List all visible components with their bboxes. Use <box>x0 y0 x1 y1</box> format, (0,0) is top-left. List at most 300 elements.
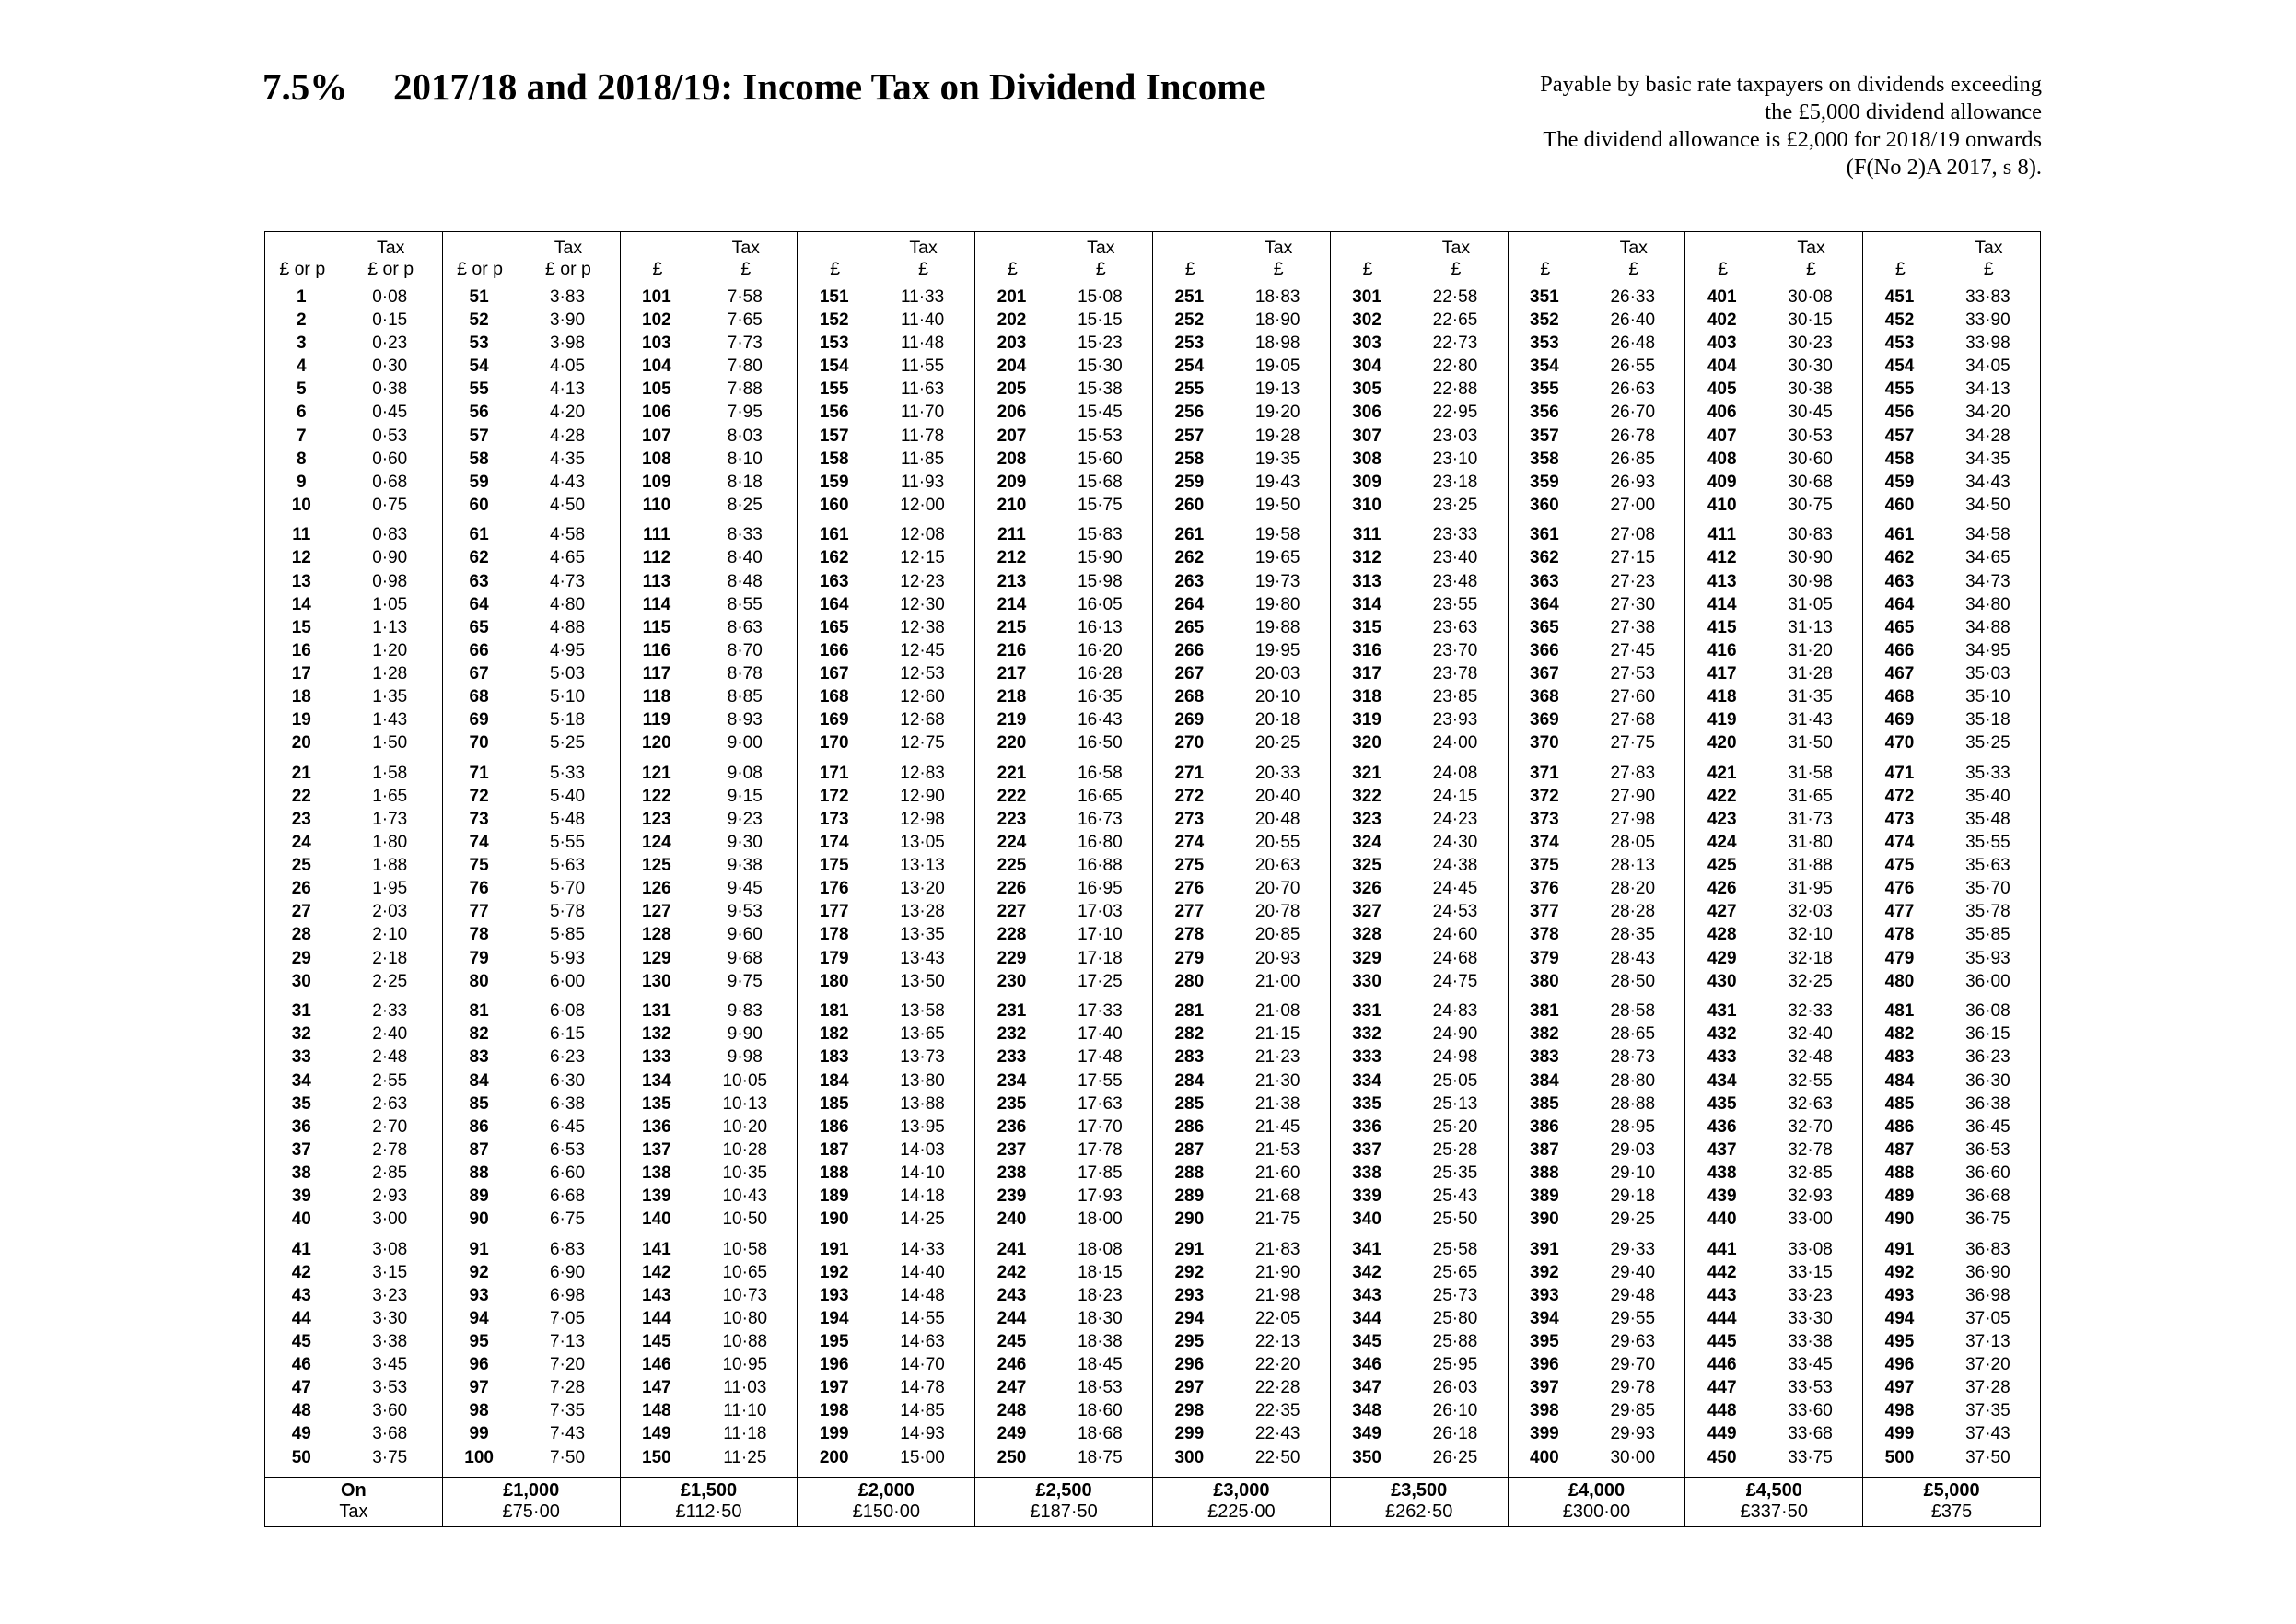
dividend-amount: 476 <box>1884 879 1915 899</box>
row-group <box>975 1238 1152 1469</box>
dividend-amount: 246 <box>996 1355 1027 1375</box>
tax-amount: 18·68 <box>1078 1424 1123 1444</box>
dividend-amount: 320 <box>1352 733 1381 754</box>
dividend-amount: 80 <box>469 971 489 991</box>
table-row <box>265 494 442 517</box>
tax-amount: 35·40 <box>1965 786 2010 806</box>
tax-amount: 23·10 <box>1432 449 1478 469</box>
tax-amount: 22·35 <box>1254 1401 1300 1421</box>
tax-amount: 15·08 <box>1078 286 1123 307</box>
dividend-amount: 283 <box>1174 1047 1205 1068</box>
block-header <box>1509 232 1685 286</box>
dividend-amount: 342 <box>1352 1262 1381 1282</box>
tax-amount: 24·23 <box>1432 810 1478 830</box>
table-row <box>1153 471 1330 494</box>
table-row <box>621 1023 798 1046</box>
table-row <box>265 1261 442 1284</box>
tax-amount: 5·48 <box>549 810 586 830</box>
table-row <box>798 547 974 570</box>
dividend-amount: 415 <box>1707 617 1737 637</box>
dividend-amount: 226 <box>996 879 1027 899</box>
tax-amount: 27·08 <box>1610 525 1656 545</box>
table-row <box>443 1185 620 1208</box>
dividend-amount: 379 <box>1530 948 1559 968</box>
dividend-amount: 444 <box>1707 1308 1737 1328</box>
dividend-amount: 446 <box>1707 1355 1737 1375</box>
table-row <box>1863 924 2040 947</box>
table-row <box>1331 593 1508 616</box>
row-group <box>1509 524 1685 755</box>
dividend-amount: 182 <box>819 1024 849 1045</box>
dividend-amount: 495 <box>1884 1332 1915 1352</box>
table-row <box>1863 1000 2040 1023</box>
block-footer <box>975 1477 1152 1526</box>
tax-amount: 31·88 <box>1788 856 1833 876</box>
dividend-amount: 290 <box>1174 1209 1205 1230</box>
table-row <box>1331 1092 1508 1116</box>
dividend-amount: 127 <box>642 902 671 922</box>
tax-amount: 33·15 <box>1788 1262 1833 1282</box>
dividend-amount: 113 <box>642 571 671 591</box>
dividend-amount: 102 <box>642 310 671 331</box>
table-row <box>975 901 1152 924</box>
dividend-amount: 470 <box>1884 733 1915 754</box>
table-row <box>1331 333 1508 356</box>
table-row <box>1685 1069 1862 1092</box>
dividend-amount: 33 <box>291 1047 311 1068</box>
dividend-amount: 366 <box>1530 640 1559 660</box>
dividend-amount: 73 <box>469 810 489 830</box>
table-row <box>798 1423 974 1446</box>
note-line: The dividend allowance is £2,000 for 2018/19 onwards <box>1543 127 2042 152</box>
tax-amount: 30·23 <box>1788 333 1833 354</box>
table-row <box>443 662 620 685</box>
table-row <box>798 901 974 924</box>
dividend-amount: 32 <box>291 1024 311 1045</box>
table-row <box>443 402 620 425</box>
footer-tax: £225·00 <box>1207 1501 1276 1523</box>
dividend-amount: 245 <box>996 1332 1027 1352</box>
table-row <box>1863 593 2040 616</box>
tax-amount: 11·10 <box>723 1401 767 1421</box>
tax-amount: 14·70 <box>900 1355 945 1375</box>
block-footer <box>265 1477 442 1526</box>
table-row <box>1509 1209 1685 1232</box>
table-row <box>1153 901 1330 924</box>
tax-amount: 27·45 <box>1610 640 1656 660</box>
block-rows <box>621 286 798 1476</box>
table-row <box>1153 855 1330 878</box>
dividend-amount: 462 <box>1884 548 1915 568</box>
tax-amount: 4·43 <box>549 472 586 492</box>
dividend-amount: 328 <box>1352 925 1381 945</box>
tax-amount: 7·35 <box>549 1401 586 1421</box>
tax-amount: 13·50 <box>900 971 945 991</box>
table-row <box>443 425 620 448</box>
tax-amount: 23·18 <box>1432 472 1478 492</box>
table-row <box>1153 732 1330 755</box>
block-rows <box>1153 286 1330 1476</box>
tax-amount: 6·98 <box>549 1285 586 1305</box>
table-row <box>1863 762 2040 785</box>
tax-amount: 10·80 <box>722 1308 768 1328</box>
tax-amount: 12·45 <box>900 640 945 660</box>
table-row <box>975 947 1152 970</box>
tax-amount: 13·80 <box>900 1070 945 1091</box>
dividend-amount: 128 <box>642 925 671 945</box>
tax-amount: 10·13 <box>722 1093 768 1114</box>
tax-amount: 12·90 <box>900 786 945 806</box>
tax-amount: 19·20 <box>1254 403 1300 423</box>
dividend-amount: 125 <box>642 856 671 876</box>
tax-amount: 32·40 <box>1788 1024 1833 1045</box>
table-row <box>798 286 974 309</box>
table-row <box>443 570 620 593</box>
tax-amount: 16·80 <box>1078 833 1123 853</box>
table-row <box>1509 947 1685 970</box>
tax-amount: 1·88 <box>372 856 408 876</box>
dividend-amount: 265 <box>1174 617 1205 637</box>
tax-amount: 8·63 <box>727 617 763 637</box>
table-row <box>621 471 798 494</box>
tax-amount: 33·68 <box>1788 1424 1833 1444</box>
dividend-amount: 489 <box>1884 1186 1915 1207</box>
table-row <box>798 524 974 547</box>
dividend-amount: 78 <box>469 925 489 945</box>
dividend-amount: 231 <box>996 1001 1027 1022</box>
table-row <box>1153 832 1330 855</box>
row-group <box>1509 1238 1685 1469</box>
tax-amount: 6·53 <box>549 1139 586 1160</box>
table-row <box>621 1307 798 1330</box>
table-row <box>1685 494 1862 517</box>
tax-amount: 28·05 <box>1610 833 1656 853</box>
tax-amount: 23·33 <box>1432 525 1478 545</box>
tax-amount: 32·78 <box>1788 1139 1833 1160</box>
table-row <box>265 379 442 402</box>
table-row <box>1331 547 1508 570</box>
table-row <box>443 1023 620 1046</box>
dividend-amount: 60 <box>469 495 489 515</box>
table-row <box>265 762 442 785</box>
tax-amount: 1·58 <box>372 763 408 783</box>
table-row <box>1509 1307 1685 1330</box>
dividend-amount: 419 <box>1707 710 1737 730</box>
table-row <box>1509 471 1685 494</box>
table-row <box>975 494 1152 517</box>
tax-amount: 2·18 <box>372 948 408 968</box>
row-group <box>975 524 1152 755</box>
dividend-amount: 7 <box>297 426 307 446</box>
table-row <box>621 878 798 901</box>
dividend-amount: 253 <box>1174 333 1205 354</box>
tax-amount: 11·03 <box>723 1378 767 1398</box>
dividend-amount: 178 <box>819 925 849 945</box>
tax-amount: 14·48 <box>900 1285 945 1305</box>
tax-amount: 16·58 <box>1078 763 1123 783</box>
dividend-amount: 432 <box>1707 1024 1737 1045</box>
tax-label: Tax <box>909 238 938 259</box>
tax-amount: 5·25 <box>549 733 586 754</box>
tax-amount: 5·78 <box>549 902 586 922</box>
dividend-amount: 369 <box>1530 710 1559 730</box>
table-row <box>798 832 974 855</box>
tax-amount: 18·23 <box>1078 1285 1123 1305</box>
tax-amount: 24·30 <box>1432 833 1478 853</box>
table-row <box>621 448 798 471</box>
tax-amount: 20·85 <box>1254 925 1300 945</box>
table-row <box>443 1000 620 1023</box>
table-row <box>265 310 442 333</box>
tax-amount: 3·45 <box>372 1355 408 1375</box>
dividend-amount: 295 <box>1174 1332 1205 1352</box>
dividend-amount: 164 <box>819 594 849 614</box>
dividend-amount: 92 <box>469 1262 489 1282</box>
dividend-amount: 299 <box>1174 1424 1205 1444</box>
tax-amount: 27·98 <box>1610 810 1656 830</box>
footer-amount: £2,500 <box>1035 1480 1092 1501</box>
dividend-amount: 114 <box>642 594 671 614</box>
tax-amount: 7·95 <box>727 403 763 423</box>
table-row <box>621 1446 798 1469</box>
dividend-amount: 85 <box>469 1093 489 1114</box>
tax-label: Tax <box>1797 238 1825 259</box>
tax-amount: 33·83 <box>1965 286 2010 307</box>
row-group <box>621 524 798 755</box>
footer-amount: £1,000 <box>503 1480 560 1501</box>
dividend-amount: 380 <box>1530 971 1559 991</box>
dividend-amount: 143 <box>642 1285 671 1305</box>
dividend-amount: 350 <box>1352 1447 1381 1467</box>
dividend-amount: 478 <box>1884 925 1915 945</box>
row-group <box>1685 1238 1862 1469</box>
dividend-amount: 459 <box>1884 472 1915 492</box>
tax-amount: 0·98 <box>372 571 408 591</box>
footer-amount: £4,500 <box>1745 1480 1802 1501</box>
dividend-amount: 395 <box>1530 1332 1559 1352</box>
table-row <box>1685 1423 1862 1446</box>
dividend-amount: 386 <box>1530 1116 1559 1137</box>
table-row <box>975 310 1152 333</box>
table-row <box>975 356 1152 379</box>
dividend-amount: 132 <box>642 1024 671 1045</box>
tax-amount: 13·05 <box>900 833 945 853</box>
tax-amount: 11·25 <box>723 1447 767 1467</box>
row-group <box>1685 1000 1862 1232</box>
row-group <box>621 1238 798 1469</box>
dividend-amount: 288 <box>1174 1163 1205 1183</box>
table-row <box>443 448 620 471</box>
tax-amount: 3·08 <box>372 1239 408 1259</box>
table-row <box>798 1046 974 1069</box>
tax-amount: 12·30 <box>900 594 945 614</box>
tax-amount: 6·60 <box>549 1163 586 1183</box>
table-row <box>1153 1023 1330 1046</box>
dividend-amount: 393 <box>1530 1285 1559 1305</box>
tax-amount: 18·75 <box>1078 1447 1123 1467</box>
dividend-amount: 8 <box>297 449 307 469</box>
dividend-amount: 280 <box>1174 971 1205 991</box>
dividend-amount: 142 <box>642 1262 671 1282</box>
dividend-amount: 86 <box>469 1116 489 1137</box>
table-block <box>1862 232 2040 1526</box>
block-rows <box>1509 286 1685 1476</box>
dividend-amount: 491 <box>1884 1239 1915 1259</box>
dividend-amount: 161 <box>819 525 849 545</box>
amount-unit: £ <box>1008 259 1018 280</box>
tax-amount: 8·70 <box>727 640 763 660</box>
table-row <box>1685 924 1862 947</box>
table-row <box>1863 1446 2040 1469</box>
tax-amount: 12·23 <box>900 571 945 591</box>
dividend-amount: 248 <box>996 1401 1027 1421</box>
dividend-amount: 62 <box>469 548 489 568</box>
dividend-amount: 481 <box>1884 1001 1915 1022</box>
dividend-amount: 234 <box>996 1070 1027 1091</box>
tax-label: Tax <box>1441 238 1471 259</box>
table-row <box>798 616 974 639</box>
tax-amount: 11·85 <box>901 449 945 469</box>
tax-amount: 20·25 <box>1254 733 1300 754</box>
dividend-amount: 258 <box>1174 449 1205 469</box>
table-row <box>798 1446 974 1469</box>
tax-amount: 35·63 <box>1965 856 2010 876</box>
block-footer <box>443 1477 620 1526</box>
dividend-amount: 216 <box>996 640 1027 660</box>
dividend-amount: 278 <box>1174 925 1205 945</box>
table-row <box>798 1116 974 1139</box>
tax-amount: 8·93 <box>727 710 763 730</box>
table-row <box>1863 356 2040 379</box>
dividend-amount: 322 <box>1352 786 1381 806</box>
block-header <box>798 232 974 286</box>
tax-amount: 25·88 <box>1432 1332 1478 1352</box>
dividend-amount: 120 <box>642 733 671 754</box>
dividend-amount: 343 <box>1352 1285 1381 1305</box>
tax-amount: 1·73 <box>372 810 408 830</box>
table-row <box>265 924 442 947</box>
table-row <box>975 1209 1152 1232</box>
tax-amount: 6·00 <box>549 971 586 991</box>
dividend-amount: 352 <box>1530 310 1559 331</box>
dividend-amount: 310 <box>1352 495 1381 515</box>
dividend-amount: 461 <box>1884 525 1915 545</box>
tax-amount: 22·95 <box>1432 403 1478 423</box>
table-row <box>265 1139 442 1162</box>
tax-amount: 29·03 <box>1610 1139 1656 1160</box>
dividend-amount: 76 <box>469 879 489 899</box>
tax-amount: 35·33 <box>1965 763 2010 783</box>
table-row <box>1509 310 1685 333</box>
tax-header <box>517 237 619 286</box>
tax-amount: 0·53 <box>372 426 408 446</box>
table-row <box>1331 832 1508 855</box>
table-row <box>1153 878 1330 901</box>
table-row <box>265 639 442 662</box>
table-row <box>1685 901 1862 924</box>
tax-amount: 18·98 <box>1254 333 1300 354</box>
dividend-amount: 168 <box>819 687 849 707</box>
table-row <box>1331 1261 1508 1284</box>
amount-unit: £ or p <box>457 259 503 280</box>
dividend-amount: 306 <box>1352 403 1381 423</box>
table-row <box>443 616 620 639</box>
table-row <box>1509 494 1685 517</box>
dividend-amount: 175 <box>819 856 849 876</box>
table-row <box>798 402 974 425</box>
table-row <box>443 732 620 755</box>
dividend-amount: 206 <box>996 403 1027 423</box>
tax-amount: 9·68 <box>727 948 763 968</box>
dividend-amount: 227 <box>996 902 1027 922</box>
dividend-amount: 333 <box>1352 1047 1381 1068</box>
table-row <box>443 855 620 878</box>
row-group <box>975 762 1152 993</box>
tax-amount: 25·05 <box>1432 1070 1478 1091</box>
dividend-amount: 276 <box>1174 879 1205 899</box>
dividend-amount: 185 <box>819 1093 849 1114</box>
table-row <box>1331 709 1508 732</box>
dividend-amount: 364 <box>1530 594 1559 614</box>
row-group <box>1863 1238 2040 1469</box>
dividend-amount: 47 <box>291 1378 311 1398</box>
table-row <box>1685 1261 1862 1284</box>
table-row <box>1153 310 1330 333</box>
dividend-amount: 117 <box>642 663 671 683</box>
tax-amount: 22·88 <box>1432 380 1478 400</box>
table-row <box>798 1354 974 1377</box>
table-block <box>974 232 1152 1526</box>
dividend-amount: 19 <box>291 710 311 730</box>
table-row <box>1509 1238 1685 1261</box>
dividend-amount: 406 <box>1707 403 1737 423</box>
tax-amount: 5·63 <box>549 856 586 876</box>
dividend-amount: 190 <box>819 1209 849 1230</box>
dividend-amount: 130 <box>642 971 671 991</box>
table-row <box>798 686 974 709</box>
table-row <box>1509 524 1685 547</box>
table-block <box>265 232 442 1526</box>
tax-label: Tax <box>1619 238 1648 259</box>
table-row <box>621 808 798 831</box>
table-row <box>265 785 442 808</box>
table-row <box>1153 1238 1330 1261</box>
tax-amount: 27·23 <box>1610 571 1656 591</box>
table-row <box>798 1209 974 1232</box>
dividend-amount: 46 <box>291 1355 311 1375</box>
table-row <box>1331 970 1508 993</box>
table-row <box>1509 616 1685 639</box>
row-group <box>621 762 798 993</box>
table-row <box>1685 333 1862 356</box>
dividend-amount: 426 <box>1707 879 1737 899</box>
table-row <box>1331 1162 1508 1185</box>
tax-amount: 10·65 <box>722 1262 768 1282</box>
table-row <box>1863 1400 2040 1423</box>
table-row <box>265 1284 442 1307</box>
dividend-amount: 314 <box>1352 594 1381 614</box>
tax-amount: 31·95 <box>1788 879 1833 899</box>
row-group <box>1153 1238 1330 1469</box>
tax-amount: 30·68 <box>1788 472 1833 492</box>
table-row <box>443 878 620 901</box>
tax-amount: 9·15 <box>727 786 763 806</box>
table-row <box>1685 1116 1862 1139</box>
dividend-amount: 48 <box>291 1401 311 1421</box>
table-row <box>443 1116 620 1139</box>
tax-amount: 5·18 <box>549 710 586 730</box>
table-row <box>1685 832 1862 855</box>
